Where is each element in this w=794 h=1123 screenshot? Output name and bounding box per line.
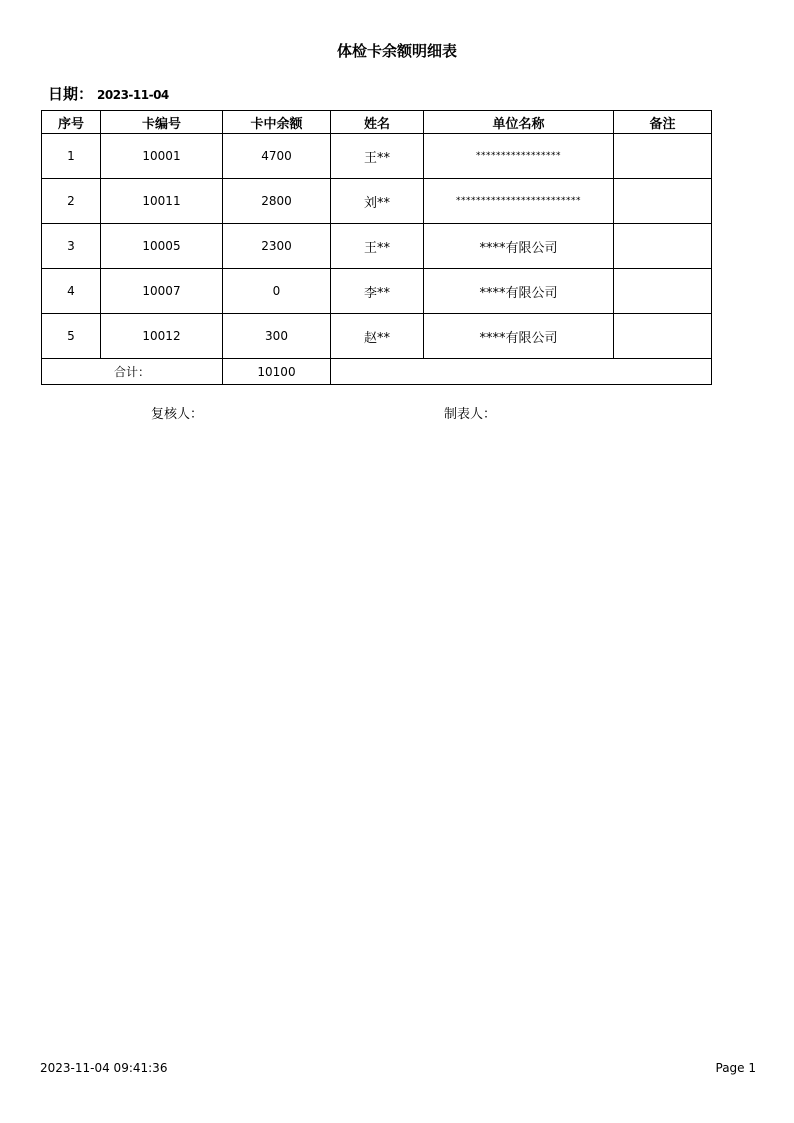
header-remark: 备注 xyxy=(614,111,712,134)
total-empty-cell xyxy=(331,359,712,385)
reviewer-label: 复核人： xyxy=(151,407,204,422)
date-label: 日期： xyxy=(48,85,94,103)
cell-unit: ************************* xyxy=(424,179,614,224)
cell-unit: ****有限公司 xyxy=(424,314,614,359)
total-value: 10100 xyxy=(223,359,331,385)
footer-page-number: Page 1 xyxy=(715,1061,756,1075)
cell-card-no: 10011 xyxy=(101,179,223,224)
cell-card-no: 10005 xyxy=(101,224,223,269)
cell-card-no: 10007 xyxy=(101,269,223,314)
maker-label: 制表人： xyxy=(444,407,497,422)
cell-seq: 5 xyxy=(42,314,101,359)
cell-name: 刘** xyxy=(331,179,424,224)
cell-balance: 2800 xyxy=(223,179,331,224)
cell-unit: ***************** xyxy=(424,134,614,179)
date-value: 2023-11-04 xyxy=(97,88,169,102)
table-row xyxy=(42,269,712,314)
cell-name: 李** xyxy=(331,269,424,314)
cell-balance: 0 xyxy=(223,269,331,314)
header-card-no: 卡编号 xyxy=(101,111,223,134)
header-name: 姓名 xyxy=(331,111,424,134)
header-seq: 序号 xyxy=(42,111,101,134)
balance-detail-table xyxy=(41,110,712,385)
report-title: 体检卡余额明细表 xyxy=(336,42,457,60)
total-row xyxy=(42,359,712,385)
cell-seq: 4 xyxy=(42,269,101,314)
header-balance: 卡中余额 xyxy=(223,111,331,134)
table-header-row xyxy=(42,111,712,134)
cell-seq: 2 xyxy=(42,179,101,224)
cell-remark xyxy=(614,134,712,179)
cell-balance: 2300 xyxy=(223,224,331,269)
table-row xyxy=(42,314,712,359)
cell-balance: 300 xyxy=(223,314,331,359)
cell-name: 王** xyxy=(331,224,424,269)
cell-card-no: 10012 xyxy=(101,314,223,359)
cell-name: 王** xyxy=(331,134,424,179)
cell-card-no: 10001 xyxy=(101,134,223,179)
cell-unit: ****有限公司 xyxy=(424,224,614,269)
cell-remark xyxy=(614,269,712,314)
footer-timestamp: 2023-11-04 09:41:36 xyxy=(40,1061,168,1075)
cell-name: 赵** xyxy=(331,314,424,359)
cell-seq: 3 xyxy=(42,224,101,269)
table-row xyxy=(42,224,712,269)
table-row xyxy=(42,179,712,224)
cell-remark xyxy=(614,224,712,269)
cell-unit: ****有限公司 xyxy=(424,269,614,314)
cell-remark xyxy=(614,314,712,359)
cell-seq: 1 xyxy=(42,134,101,179)
table-row xyxy=(42,134,712,179)
header-unit: 单位名称 xyxy=(424,111,614,134)
date-row xyxy=(48,83,169,104)
cell-remark xyxy=(614,179,712,224)
cell-balance: 4700 xyxy=(223,134,331,179)
total-label: 合计： xyxy=(42,359,223,385)
